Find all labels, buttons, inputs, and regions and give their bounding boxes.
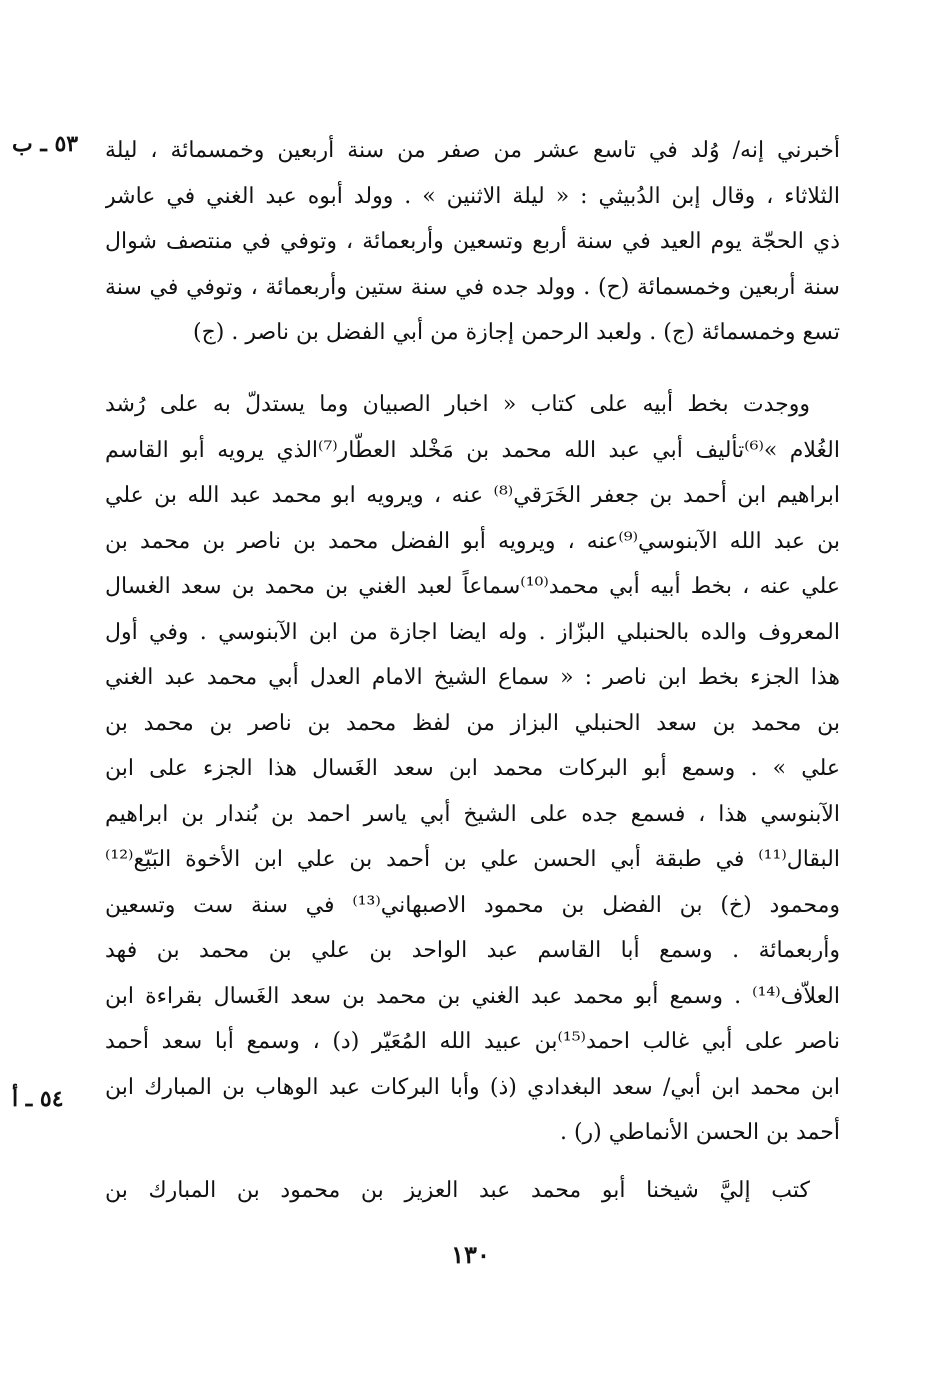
margin-folio-note: ٥٣ ـ ب — [12, 131, 79, 157]
text-line: علي عنه ، بخط أبيه أبي محمد⁽¹⁰⁾سماعاً لعبد الغني بن محمد بن سعد الغسال — [105, 574, 840, 599]
text-line: الغُلام »⁽⁶⁾تأليف أبي عبد الله محمد بن مَخْلد العطّار⁽⁷⁾الذي يرويه أبو القاسم — [105, 437, 840, 463]
text-line: كتب إليَّ شيخنا أبو محمد عبد العزيز بن محمود بن المبارك بن — [105, 1178, 810, 1203]
text-line: ابن محمد ابن أبي/ سعد البغدادي (ذ) وأبا البركات عبد الوهاب بن المبارك ابن — [105, 1074, 840, 1100]
text-line: الآبنوسي هذا ، فسمع جده على الشيخ أبي ياسر احمد بن بُندار بن ابراهيم — [105, 801, 840, 827]
text-line: أخبرني إنه/ وُلد في تاسع عشر من صفر من سنة أربعين وخمسمائة ، ليلة — [105, 138, 840, 163]
text-line: ذي الحجّة يوم العيد في سنة أربع وتسعين وأربعمائة ، وتوفي في منتصف شوال — [105, 229, 840, 254]
margin-folio-note: ٥٤ ـ أ — [12, 1086, 64, 1112]
text-line: بن محمد بن سعد الحنبلي البزاز من لفظ محمد بن ناصر بن محمد بن — [105, 710, 840, 736]
text-line: ابراهيم ابن أحمد بن جعفر الخَرَقي⁽⁸⁾ عنه ، ويرويه ابو محمد عبد الله بن علي — [105, 483, 840, 508]
text-line: ناصر على أبي غالب احمد⁽¹⁵⁾بن عبيد الله المُعَيّر (د) ، وسمع أبا سعد أحمد — [105, 1029, 840, 1054]
paragraph-2 — [105, 382, 840, 1156]
paragraph-3 — [105, 1168, 840, 1214]
text-line: ومحمود (خ) بن الفضل بن محمود الاصبهاني⁽¹³⁾ في سنة ست وتسعين — [105, 892, 840, 918]
text-line: أحمد بن الحسن الأنماطي (ر) . — [559, 1120, 840, 1145]
paragraph-1 — [105, 128, 840, 356]
text-line: المعروف والده بالحنبلي البزّاز . وله ايضا اجازة من ابن الآبنوسي . وفي أول — [105, 619, 840, 645]
text-line: تسع وخمسمائة (ج) . ولعبد الرحمن إجازة من أبي الفضل بن ناصر . (ج) — [192, 320, 840, 345]
text-line: الثلاثاء ، وقال إبن الدُبيثي : « ليلة الاثنين » . وولد أبوه عبد الغني في عاشر — [105, 183, 840, 209]
text-line: سنة أربعين وخمسمائة (ح) . وولد جده في سنة ستين وأربعمائة ، وتوفي في سنة — [105, 274, 840, 300]
text-line: العلاّف⁽¹⁴⁾ . وسمع أبو محمد عبد الغني بن محمد بن سعد الغَسال بقراءة ابن — [105, 983, 840, 1009]
text-line: هذا الجزء بخط ابن ناصر : « سماع الشيخ الامام العدل أبي محمد عبد الغني — [105, 665, 840, 690]
text-line: وأربعمائة . وسمع أبا القاسم عبد الواحد بن علي بن محمد بن فهد — [105, 938, 840, 963]
text-line: بن عبد الله الآبنوسي⁽⁹⁾عنه ، ويرويه أبو الفضل محمد بن ناصر بن محمد بن — [105, 528, 840, 554]
text-line: علي » . وسمع أبو البركات محمد ابن سعد الغَسال هذا الجزء على ابن — [105, 756, 840, 781]
text-line: ووجدت بخط أبيه على كتاب « اخبار الصبيان وما يستدلّ به على رُشد — [105, 392, 810, 417]
text-line: البقال⁽¹¹⁾ في طبقة أبي الحسن علي بن أحمد بن علي ابن الأخوة البَيّع⁽¹²⁾ — [105, 847, 840, 872]
page-number: ١٣٠ — [451, 1240, 490, 1269]
